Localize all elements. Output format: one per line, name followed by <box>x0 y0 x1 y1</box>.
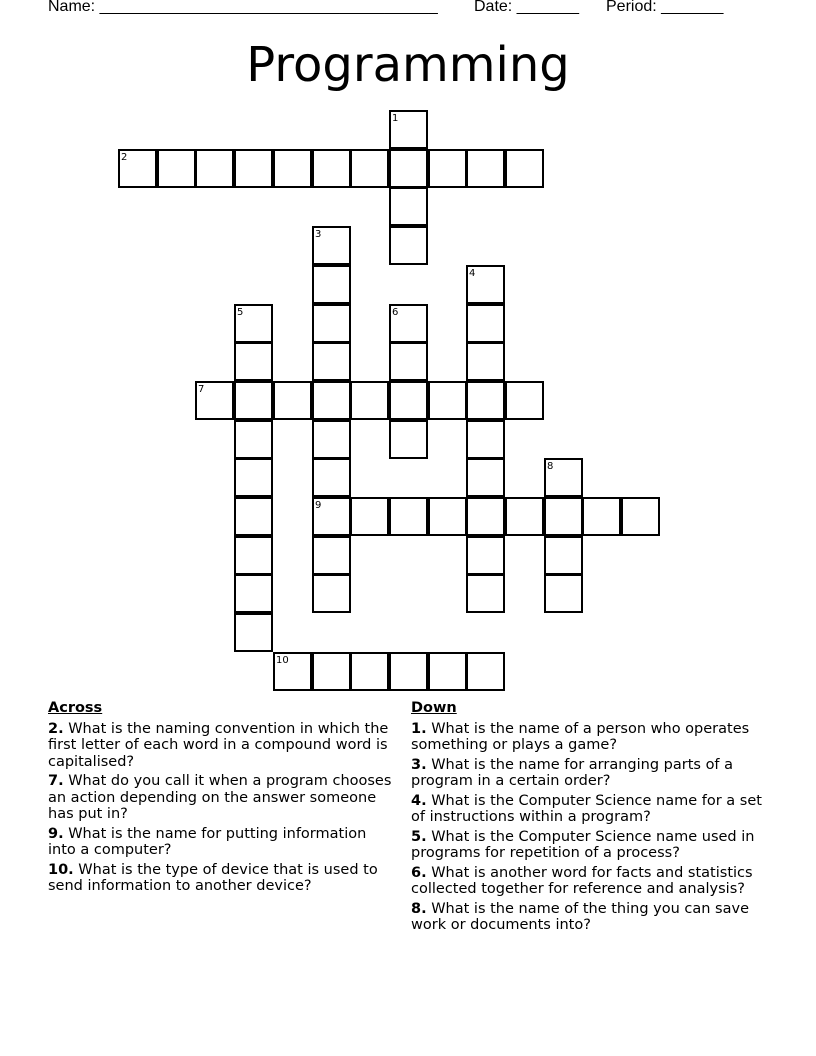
clue-number: 3. <box>411 756 427 773</box>
crossword-cell[interactable] <box>621 497 660 536</box>
clue-text: What is the type of device that is used to send information to another device? <box>48 861 378 894</box>
crossword-cell[interactable] <box>312 458 351 497</box>
crossword-cell[interactable] <box>312 652 351 691</box>
crossword-cell[interactable] <box>544 574 583 613</box>
clue-item <box>48 862 393 895</box>
crossword-cell[interactable] <box>389 226 428 265</box>
cell-number: 6 <box>392 307 399 318</box>
cell-number: 8 <box>547 461 554 472</box>
crossword-cell[interactable] <box>234 149 273 188</box>
clue-text: What is the naming convention in which the first letter of each word in a compound word is capitalised? <box>48 720 389 770</box>
crossword-cell[interactable] <box>544 536 583 575</box>
crossword-cell[interactable] <box>428 149 467 188</box>
cell-number: 10 <box>276 655 289 666</box>
crossword-cell[interactable] <box>195 381 234 420</box>
crossword-cell[interactable] <box>234 574 273 613</box>
crossword-cell[interactable] <box>312 574 351 613</box>
crossword-cell[interactable] <box>466 497 505 536</box>
crossword-cell[interactable] <box>312 226 351 265</box>
crossword-cell[interactable] <box>350 497 389 536</box>
crossword-cell[interactable] <box>466 304 505 343</box>
crossword-cell[interactable] <box>234 342 273 381</box>
crossword-cell[interactable] <box>234 304 273 343</box>
clue-number: 5. <box>411 828 427 845</box>
crossword-cell[interactable] <box>389 381 428 420</box>
crossword-cell[interactable] <box>118 149 157 188</box>
clue-number: 4. <box>411 792 427 809</box>
crossword-cell[interactable] <box>312 497 351 536</box>
crossword-cell[interactable] <box>234 458 273 497</box>
crossword-cell[interactable] <box>312 149 351 188</box>
crossword-cell[interactable] <box>234 381 273 420</box>
crossword-cell[interactable] <box>312 420 351 459</box>
cell-number: 5 <box>237 307 244 318</box>
down-heading: Down <box>411 700 457 716</box>
clue-item <box>411 757 766 790</box>
crossword-cell[interactable] <box>389 304 428 343</box>
clue-text: What is the name of the thing you can save work or documents into? <box>411 900 750 933</box>
crossword-cell[interactable] <box>312 304 351 343</box>
clue-number: 8. <box>411 900 427 917</box>
crossword-cell[interactable] <box>195 149 234 188</box>
cell-number: 3 <box>315 229 322 240</box>
crossword-cell[interactable] <box>389 149 428 188</box>
crossword-cell[interactable] <box>466 574 505 613</box>
clue-item <box>411 721 766 754</box>
name-field: Name: ______________________________________ <box>48 0 438 15</box>
clue-text: What is the Computer Science name used in programs for repetition of a process? <box>411 828 755 861</box>
crossword-cell[interactable] <box>157 149 196 188</box>
clue-text: What is the name for arranging parts of a program in a certain order? <box>411 756 734 789</box>
down-clues <box>411 700 766 937</box>
crossword-cell[interactable] <box>466 458 505 497</box>
clue-item <box>411 901 766 934</box>
clue-item <box>411 865 766 898</box>
crossword-cell[interactable] <box>389 342 428 381</box>
crossword-cell[interactable] <box>466 381 505 420</box>
clue-number: 1. <box>411 720 427 737</box>
crossword-cell[interactable] <box>505 381 544 420</box>
crossword-cell[interactable] <box>466 652 505 691</box>
cell-number: 1 <box>392 113 399 124</box>
crossword-cell[interactable] <box>312 536 351 575</box>
clue-number: 10. <box>48 861 74 878</box>
cell-number: 9 <box>315 500 322 511</box>
crossword-cell[interactable] <box>312 381 351 420</box>
crossword-cell[interactable] <box>466 536 505 575</box>
crossword-cell[interactable] <box>389 652 428 691</box>
crossword-cell[interactable] <box>234 420 273 459</box>
date-field: Date: _______ <box>474 0 579 15</box>
crossword-cell[interactable] <box>312 342 351 381</box>
crossword-cell[interactable] <box>544 458 583 497</box>
crossword-cell[interactable] <box>350 149 389 188</box>
crossword-cell[interactable] <box>466 420 505 459</box>
crossword-cell[interactable] <box>466 149 505 188</box>
crossword-cell[interactable] <box>505 497 544 536</box>
crossword-cell[interactable] <box>234 613 273 652</box>
crossword-cell[interactable] <box>389 187 428 226</box>
cell-number: 2 <box>121 152 128 163</box>
clue-item <box>48 773 393 823</box>
crossword-cell[interactable] <box>544 497 583 536</box>
crossword-cell[interactable] <box>428 381 467 420</box>
crossword-cell[interactable] <box>582 497 621 536</box>
cell-number: 4 <box>469 268 476 279</box>
crossword-cell[interactable] <box>273 381 312 420</box>
clue-number: 7. <box>48 773 64 789</box>
crossword-cell[interactable] <box>389 110 428 149</box>
crossword-cell[interactable] <box>389 420 428 459</box>
across-heading: Across <box>48 700 103 716</box>
clue-item <box>411 829 766 862</box>
crossword-cell[interactable] <box>234 536 273 575</box>
clue-item <box>411 793 766 826</box>
clue-text: What is another word for facts and statistics collected together for reference and analysis? <box>411 864 753 897</box>
crossword-cell[interactable] <box>428 652 467 691</box>
crossword-cell[interactable] <box>350 381 389 420</box>
crossword-cell[interactable] <box>505 149 544 188</box>
clue-number: 6. <box>411 864 427 881</box>
clue-item <box>48 826 393 859</box>
crossword-cell[interactable] <box>466 342 505 381</box>
clue-text: What do you call it when a program chooses an action depending on the answer someone has put in? <box>48 773 392 822</box>
clue-text: What is the name for putting information into a computer? <box>48 825 367 858</box>
crossword-cell[interactable] <box>428 497 467 536</box>
clue-item <box>48 721 393 771</box>
crossword-cell[interactable] <box>466 265 505 304</box>
clue-text: What is the name of a person who operates something or plays a game? <box>411 720 750 753</box>
across-clues <box>48 700 393 898</box>
crossword-cell[interactable] <box>273 652 312 691</box>
crossword-cell[interactable] <box>389 497 428 536</box>
crossword-cell[interactable] <box>234 497 273 536</box>
crossword-cell[interactable] <box>273 149 312 188</box>
clue-number: 9. <box>48 825 64 842</box>
clue-text: What is the Computer Science name for a set of instructions within a program? <box>411 792 762 825</box>
page-title: Programming <box>246 37 570 93</box>
crossword-cell[interactable] <box>350 652 389 691</box>
crossword-cell[interactable] <box>312 265 351 304</box>
period-field: Period: _______ <box>606 0 724 15</box>
cell-number: 7 <box>198 384 205 395</box>
clue-number: 2. <box>48 720 64 737</box>
